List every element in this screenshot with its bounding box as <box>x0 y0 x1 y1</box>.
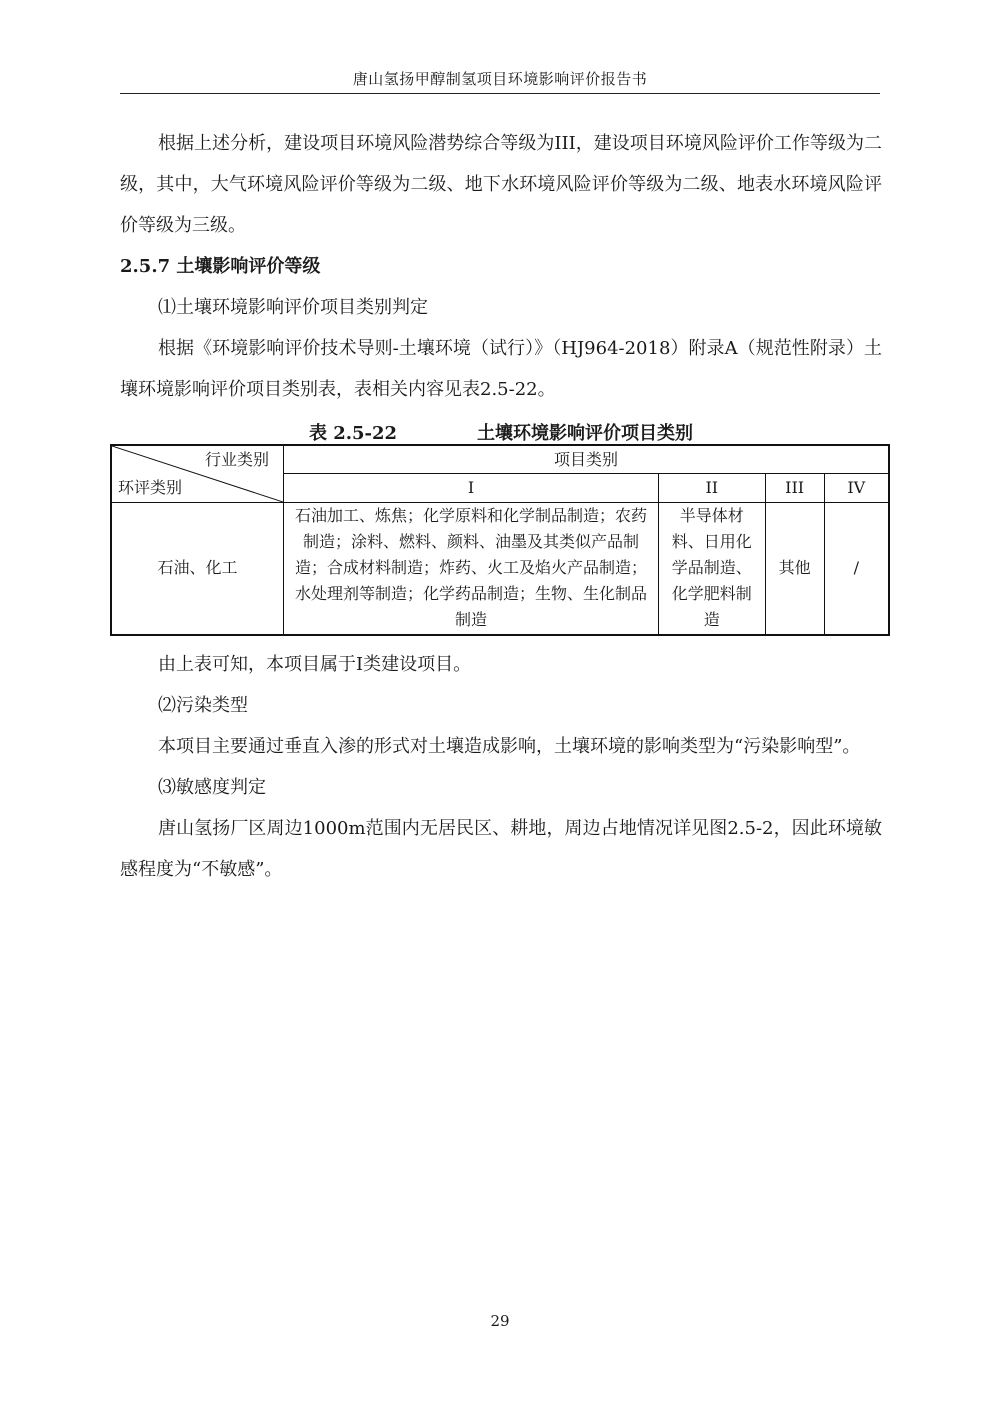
cell-category-II: 半导体材料、日用化学品制造、化学肥料制造 <box>658 503 765 635</box>
col-header-IV: IV <box>824 474 889 503</box>
header-rule <box>120 93 880 94</box>
running-header: 唐山氢扬甲醇制氢项目环境影响评价报告书 <box>352 70 648 88</box>
item-heading-2: ⑵污染类型 <box>158 694 248 716</box>
paragraph-risk-summary: 根据上述分析，建设项目环境风险潜势综合等级为III，建设项目环境风险评价工作等级为二级，其中，大气环境风险评价等级为二级、地下水环境风险评价等级为二级、地表水环境风险评价等级为三级。 <box>120 133 882 236</box>
paragraph-conclusion: 由上表可知，本项目属于I类建设项目。 <box>158 653 472 675</box>
diag-eia-label: 环评类别 <box>118 478 183 497</box>
cell-category-III: 其他 <box>765 503 824 635</box>
col-header-II: II <box>658 474 765 503</box>
table-diagonal-header <box>111 445 284 503</box>
item-heading-1: ⑴土壤环境影响评价项目类别判定 <box>158 297 428 318</box>
page-number: 29 <box>490 1312 510 1330</box>
page-body <box>120 123 882 890</box>
table-caption-title: 土壤环境影响评价项目类别 <box>477 423 694 444</box>
table-caption <box>120 414 882 444</box>
item-heading-3: ⑶敏感度判定 <box>158 776 266 798</box>
col-header-I: I <box>284 474 659 503</box>
col-header-III: III <box>765 474 824 503</box>
cell-category-I: 石油加工、炼焦；化学原料和化学制品制造；农药制造；涂料、燃料、颜料、油墨及其类似产品制造；合成材料制造；炸药、火工及焰火产品制造；水处理剂等制造；化学药品制造；生物、生化制品制造 <box>284 503 659 635</box>
category-table <box>110 444 890 636</box>
row-label: 石油、化工 <box>111 503 284 635</box>
table-caption-number: 表 2.5-22 <box>308 423 398 444</box>
section-heading: 2.5.7 土壤影响评价等级 <box>120 256 321 277</box>
paragraph-pollution-type: 本项目主要通过垂直入渗的形式对土壤造成影响，土壤环境的影响类型为“污染影响型”。 <box>158 735 861 757</box>
paragraph-sensitivity: 唐山氢扬厂区周边1000m范围内无居民区、耕地，周边占地情况详见图2.5-2，因此环境敏感程度为“不敏感”。 <box>120 817 882 880</box>
cell-category-IV: / <box>824 503 889 635</box>
diag-industry-label: 行业类别 <box>205 450 270 469</box>
paragraph-standard-ref: 根据《环境影响评价技术导则-土壤环境（试行）》（HJ964-2018）附录A（规范性附录）土壤环境影响评价项目类别表，表相关内容见表2.5-22。 <box>120 338 882 400</box>
group-header: 项目类别 <box>284 445 889 474</box>
